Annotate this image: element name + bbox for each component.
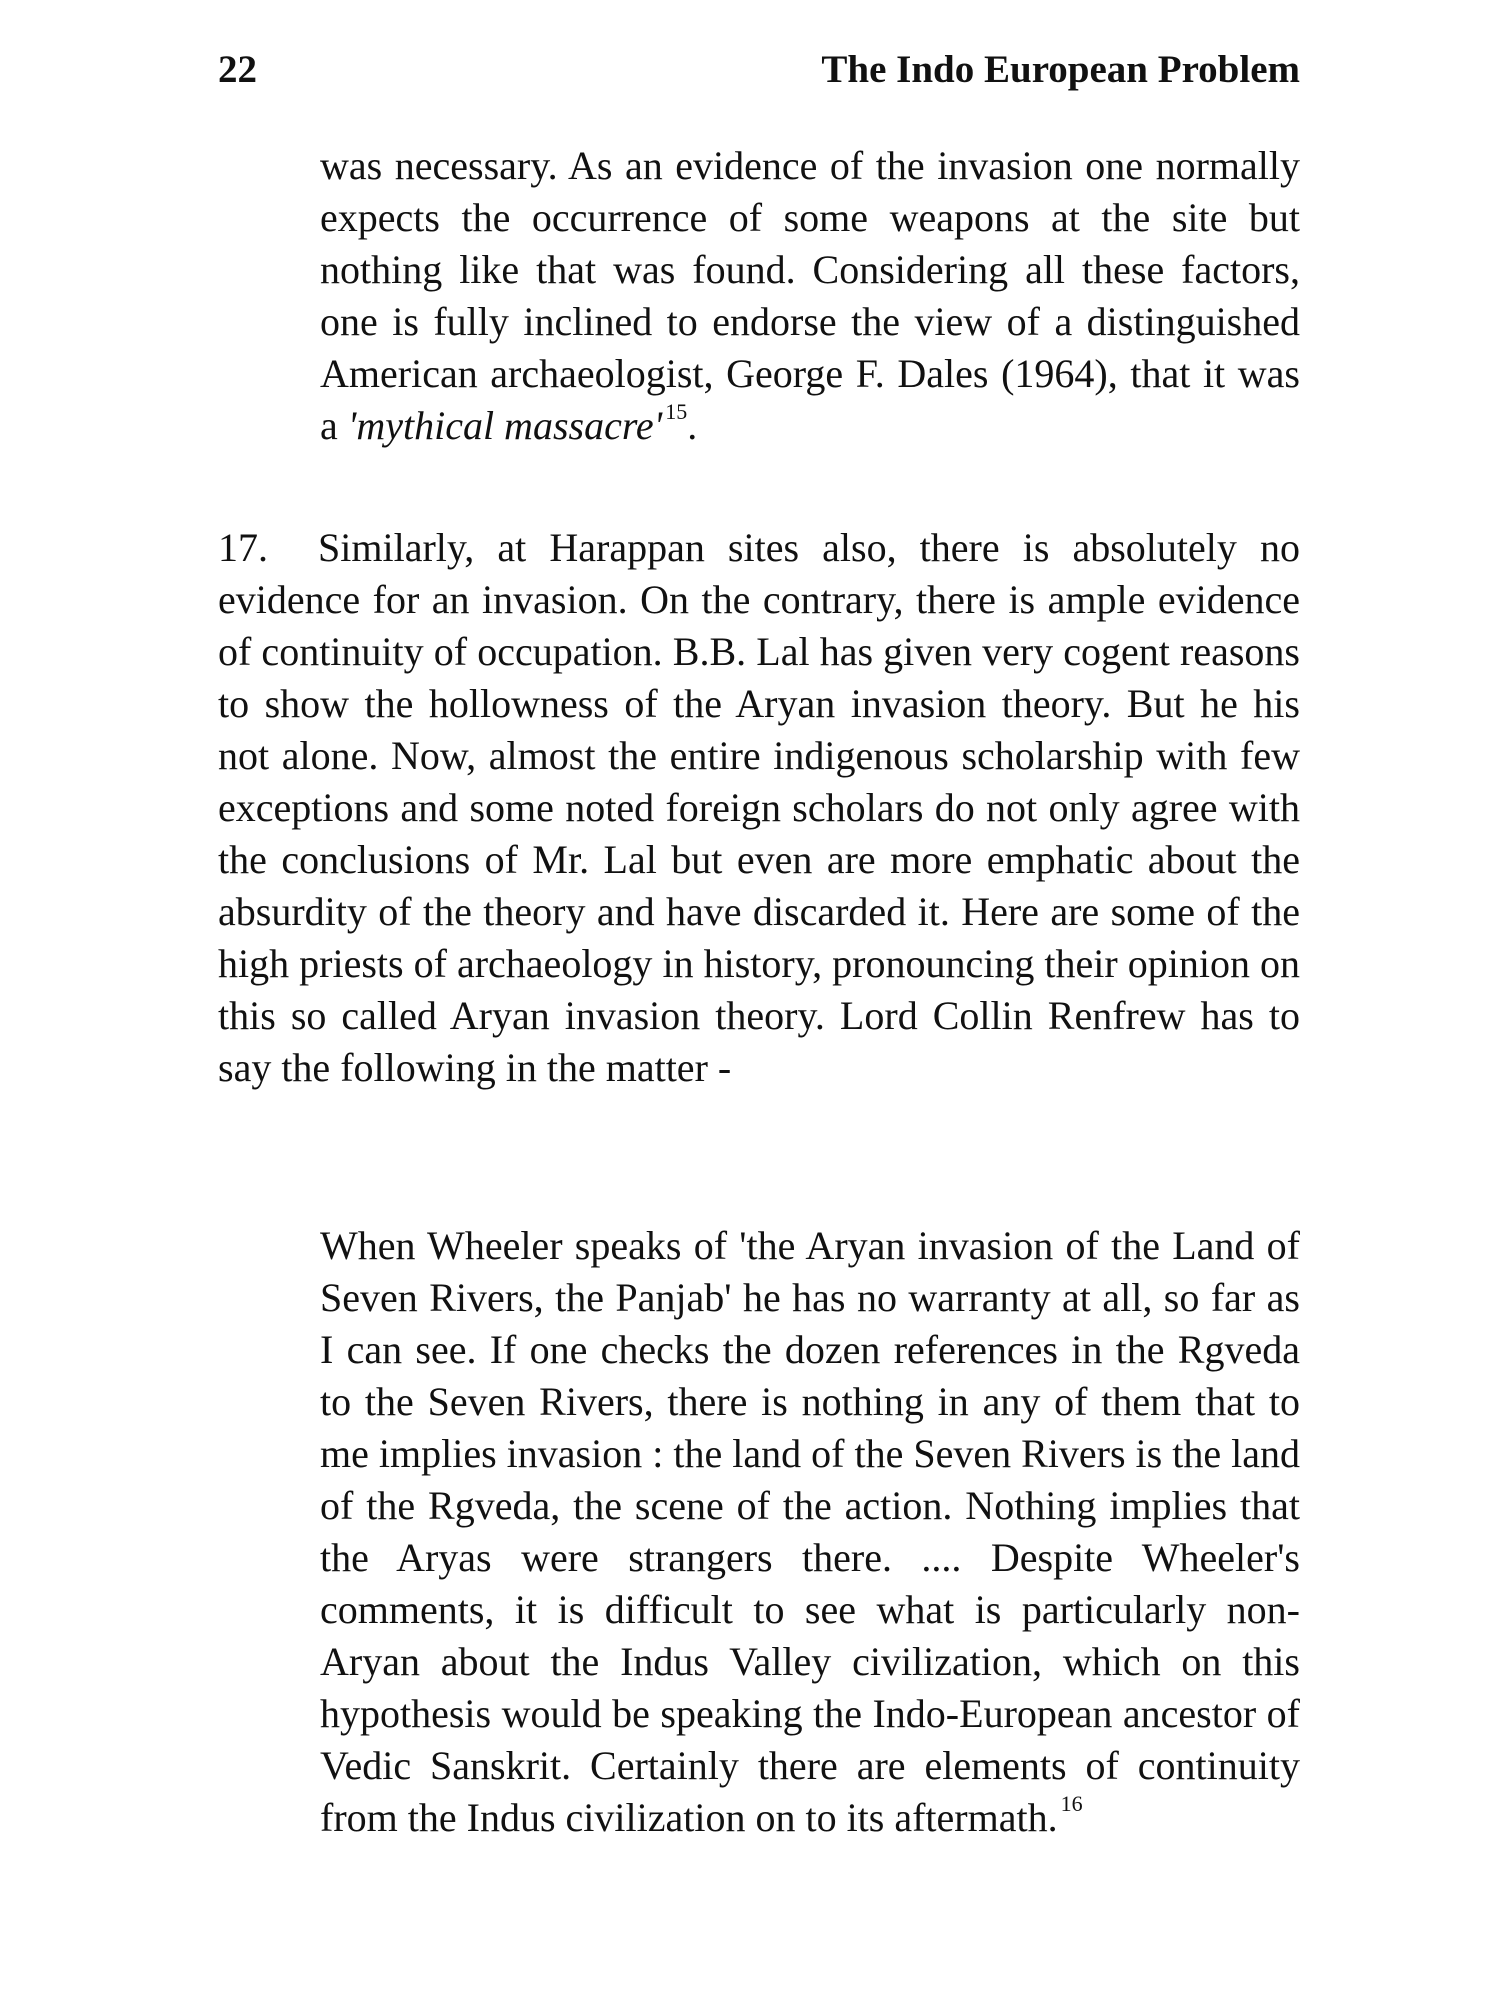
running-head: [218, 40, 1300, 100]
paragraph-number: 17.: [218, 525, 268, 570]
footnote-marker-15: 15: [665, 399, 688, 424]
block-quotation: [320, 1220, 1300, 1844]
mythical-massacre-phrase: 'mythical massacre': [347, 403, 663, 448]
paragraph-17-text: Similarly, at Harappan sites also, there is absolutely no evidence for an invasion. On the contrary, there is ample evidence of continuity of occupation. B.B. Lal has given very cogent reasons to show the hollowness of the Aryan invasion theory. But he his not alone. Now, almost the entire indigenous scholarship with few exceptions and some noted foreign scholars do not only agree with the conclusions of Mr. Lal but even are more emphatic about the absurdity of the theory and have discarded it. Here are some of the high priests of archaeology in history, pronouncing their opinion on this so called Aryan invasion theory. Lord Collin Renfrew has to say the following in the matter -: [218, 525, 1300, 1090]
page-number: 22: [218, 48, 257, 91]
continued-paragraph-closing: .: [687, 403, 698, 448]
quotation-text: When Wheeler speaks of 'the Aryan invasion of the Land of Seven Rivers, the Panjab' he has no warranty at all, so far as I can see. If one checks the dozen references in the Rgveda to the Seven Rivers, there is nothing in any of them that to me implies invasion : the land of the Seven Rivers is the land of the Rgveda, the scene of the action. Nothing implies that the Aryas were strangers there. .... Despite Wheeler's comments, it is difficult to see what is particularly non-Aryan about the Indus Valley civilization, which on this hypothesis would be speaking the Indo-European ancestor of Vedic Sanskrit. Certainly there are elements of continuity from the Indus civilization on to its aftermath.: [320, 1223, 1300, 1840]
continued-paragraph: [320, 140, 1300, 452]
running-title: The Indo European Problem: [821, 48, 1300, 91]
continued-paragraph-text: was necessary. As an evidence of the invasion one normally expects the occurrence of some weapons at the site but nothing like that was found. Considering all these factors, one is fully inclined to endorse the view of a distinguished American archaeologist, George F. Dales (1964), that it was a: [320, 143, 1300, 448]
footnote-marker-16: 16: [1060, 1791, 1083, 1816]
paragraph-17: [218, 522, 1300, 1094]
